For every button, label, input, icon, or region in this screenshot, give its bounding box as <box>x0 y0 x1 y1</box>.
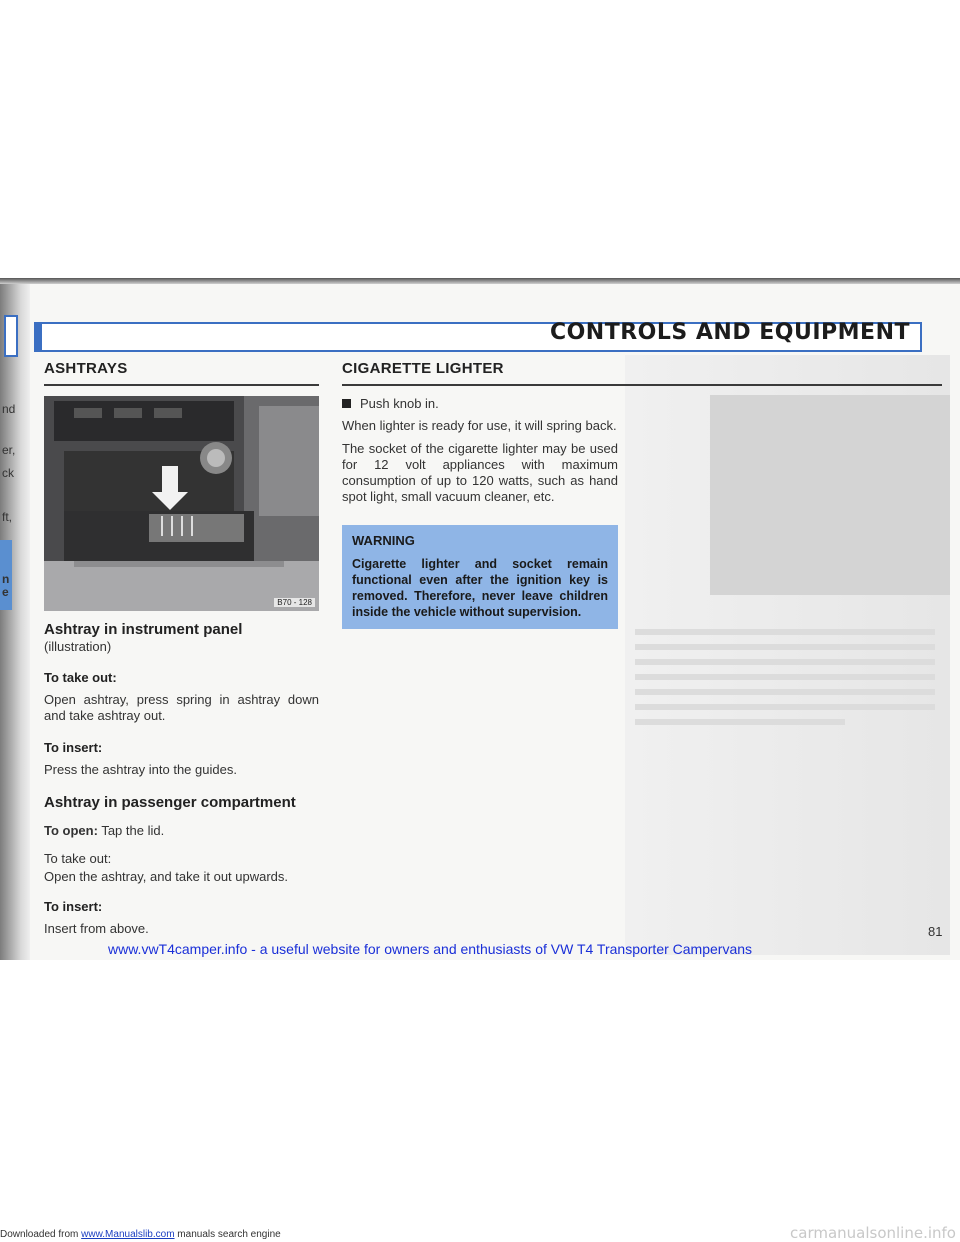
passenger-ashtray-heading: Ashtray in passenger compartment <box>44 794 296 811</box>
lighter-ready-text: When lighter is ready for use, it will spring back. <box>342 418 617 433</box>
previous-page-fragment: n <box>2 572 10 586</box>
cigarette-lighter-heading: CIGARETTE LIGHTER <box>342 360 942 386</box>
bleed-through-text <box>635 620 935 734</box>
take-out-2-label: To take out: <box>44 851 112 866</box>
previous-page-fragment: er, <box>2 443 16 457</box>
socket-usage-text: The socket of the cigarette lighter may be used for 12 volt appliances with maximum consumption of up to 120 watts, such as hand spot light, small vacuum cleaner, etc. <box>342 441 618 504</box>
previous-page-header-box <box>4 315 18 357</box>
banner-suffix: manuals search engine <box>174 1229 281 1240</box>
insert-text: Press the ashtray into the guides. <box>44 762 237 777</box>
warning-text: Cigarette lighter and socket remain functional even after the ignition key is removed. Therefore, never leave children inside the vehicle without supervision. <box>352 557 608 619</box>
previous-page-fragment: ck <box>2 466 14 480</box>
insert-label: To insert: <box>44 740 103 755</box>
left-binding <box>0 284 30 960</box>
bleed-through-photo <box>710 395 950 595</box>
open-instruction <box>44 823 319 839</box>
footer-website-link[interactable]: www.vwT4camper.info - a useful website for owners and enthusiasts of VW T4 Transporter Campervans <box>108 941 753 957</box>
take-out-label: To take out: <box>44 670 117 685</box>
site-watermark: carmanualsonline.info <box>790 1224 956 1242</box>
open-text: Tap the lid. <box>101 823 165 838</box>
cigarette-lighter-column <box>342 360 618 629</box>
page-number: 81 <box>928 924 943 939</box>
push-knob-bullet <box>342 396 618 411</box>
ashtrays-heading: ASHTRAYS <box>44 360 319 386</box>
previous-page-fragment: e <box>2 585 9 599</box>
bullet-text: Push knob in. <box>360 396 439 411</box>
previous-page-fragment: nd <box>2 402 16 416</box>
photo-reference-code: B70 - 128 <box>274 598 315 607</box>
previous-page-fragment: ft, <box>2 510 13 524</box>
instrument-panel-ashtray-heading: Ashtray in instrument panel <box>44 621 243 638</box>
page-top-edge <box>0 278 960 284</box>
ashtray-illustration <box>44 396 319 611</box>
banner-prefix: Downloaded from <box>0 1229 82 1240</box>
warning-box <box>342 525 618 629</box>
ashtray-photo-graphic <box>44 396 319 611</box>
insert-2-label: To insert: <box>44 899 103 914</box>
manualslib-link[interactable]: www.Manualslib.com <box>81 1229 175 1240</box>
section-title: CONTROLS AND EQUIPMENT <box>549 320 910 345</box>
bullet-square-icon <box>342 399 351 408</box>
download-banner <box>0 1229 281 1240</box>
insert-2-text: Insert from above. <box>44 921 149 936</box>
ashtrays-column <box>44 360 319 937</box>
section-header-bar <box>34 322 922 352</box>
take-out-2-text: Open the ashtray, and take it out upwards. <box>44 869 289 884</box>
illustration-caption: (illustration) <box>44 639 112 654</box>
warning-title: WARNING <box>352 533 415 548</box>
open-label: To open: <box>44 823 98 838</box>
take-out-text: Open ashtray, press spring in ashtray down and take ashtray out. <box>44 692 319 723</box>
